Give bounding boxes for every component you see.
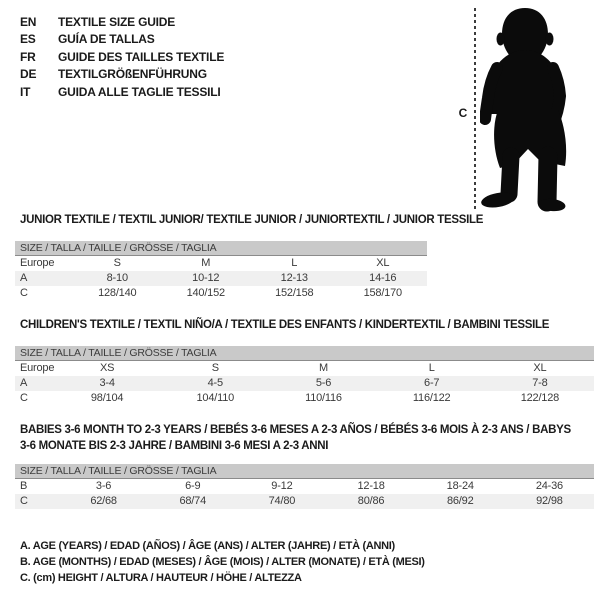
language-row: [20, 49, 224, 66]
table-cell: 128/140: [98, 287, 137, 299]
table-cell: 4-5: [207, 377, 223, 389]
size-header-bar: SIZE / TALLA / TAILLE / GRÖSSE / TAGLIA: [15, 346, 594, 361]
table-cell: 110/116: [305, 392, 342, 404]
table-cell: 7-8: [532, 377, 548, 389]
height-measure-dashed-line: [474, 8, 476, 212]
language-code: EN: [20, 15, 37, 29]
table-cell: 12-18: [357, 480, 385, 492]
table-cell: 122/128: [520, 392, 560, 404]
height-measure-label: C: [458, 106, 468, 120]
table-cell: 5-6: [315, 377, 332, 389]
row-label: A: [20, 272, 28, 284]
language-title: TEXTILE SIZE GUIDE: [58, 15, 176, 29]
table-row: [15, 479, 594, 494]
babies-section-title: BABIES 3-6 MONTH TO 2-3 YEARS / BEBÉS 3-6 MESES A 2-3 AÑOS / BÉBÉS 3-6 MOIS À 2-3 ANS / BABYS 3-6 MONATE BIS 2-3 JAHRE / BAMBINI 3-6 MESI A 2-3 ANNI: [20, 424, 571, 452]
language-code: FR: [20, 49, 36, 64]
language-code: ES: [20, 32, 36, 47]
language-row: [20, 66, 224, 83]
table-cell: 92/98: [536, 495, 563, 507]
table-cell: 98/104: [90, 392, 124, 404]
table-cell: L: [428, 362, 435, 374]
measurement-legend: [20, 538, 425, 587]
table-row: [15, 376, 594, 391]
table-cell: S: [211, 362, 219, 374]
language-title: GUIDE DES TAILLES TEXTILE: [58, 49, 225, 64]
junior-size-table: [15, 241, 427, 301]
table-cell: 74/80: [268, 495, 296, 507]
table-cell: XS: [99, 362, 115, 374]
table-cell: 12-13: [280, 272, 308, 284]
table-row: [15, 256, 427, 271]
table-cell: XL: [533, 362, 547, 374]
table-cell: 86/92: [446, 495, 474, 507]
language-row: [20, 14, 224, 31]
table-cell: 14-16: [369, 272, 397, 284]
table-cell: 3-4: [99, 377, 115, 389]
language-code: IT: [20, 84, 31, 99]
table-row: [15, 391, 594, 406]
table-cell: 18-24: [446, 480, 474, 492]
table-cell: 24-36: [535, 480, 563, 492]
table-row: [15, 271, 427, 286]
table-cell: S: [113, 257, 121, 269]
row-label: C: [20, 495, 28, 507]
language-code: DE: [20, 67, 37, 82]
table-row: [15, 494, 594, 509]
row-label: C: [20, 392, 28, 404]
table-cell: 80/86: [357, 495, 385, 507]
table-cell: 6-9: [185, 480, 201, 492]
language-row: [20, 31, 224, 48]
table-cell: 3-6: [95, 480, 112, 492]
table-cell: 116/122: [412, 392, 451, 404]
babies-size-table: [15, 464, 594, 509]
table-cell: 158/170: [363, 287, 402, 299]
junior-section-title: JUNIOR TEXTILE / TEXTIL JUNIOR/ TEXTILE JUNIOR / JUNIORTEXTIL / JUNIOR TESSILE: [20, 214, 484, 226]
legend-line: C. (cm) HEIGHT / ALTURA / HAUTEUR / HÖHE / ALTEZZA: [20, 572, 302, 585]
size-header-bar: SIZE / TALLA / TAILLE / GRÖSSE / TAGLIA: [15, 241, 427, 256]
legend-line: A. AGE (YEARS) / EDAD (AÑOS) / ÂGE (ANS) / ALTER (JAHRE) / ETÀ (ANNI): [20, 540, 395, 552]
legend-line: B. AGE (MONTHS) / EDAD (MESES) / ÂGE (MOIS) / ALTER (MONATE) / ETÀ (MESI): [20, 556, 425, 569]
row-label: A: [20, 377, 28, 389]
row-label: C: [20, 287, 28, 299]
table-row: [15, 286, 427, 301]
table-row: [15, 361, 594, 376]
table-cell: 10-12: [192, 272, 220, 284]
size-header-bar: SIZE / TALLA / TAILLE / GRÖSSE / TAGLIA: [15, 464, 594, 479]
table-cell: 8-10: [106, 272, 128, 284]
language-title: TEXTILGRÖßENFÜHRUNG: [58, 67, 207, 82]
language-row: [20, 84, 224, 101]
language-title: GUÍA DE TALLAS: [58, 32, 155, 47]
table-cell: L: [291, 257, 298, 269]
table-cell: 152/158: [275, 287, 314, 299]
table-cell: 140/152: [186, 287, 225, 299]
table-cell: XL: [376, 257, 390, 269]
table-cell: M: [319, 362, 328, 374]
table-cell: 104/110: [196, 392, 235, 404]
table-cell: 9-12: [271, 480, 293, 492]
table-cell: 62/68: [90, 495, 117, 507]
language-title: GUIDA ALLE TAGLIE TESSILI: [58, 84, 221, 99]
toddler-silhouette-icon: [480, 6, 580, 212]
language-title-list: [20, 14, 224, 101]
children-section-title: CHILDREN'S TEXTILE / TEXTIL NIÑO/A / TEXTILE DES ENFANTS / KINDERTEXTIL / BAMBINI TESSILE: [20, 319, 550, 331]
table-cell: 68/74: [179, 495, 206, 507]
table-cell: M: [201, 257, 211, 269]
children-size-table: [15, 346, 594, 406]
row-label: Europe: [20, 362, 55, 374]
row-label: B: [20, 480, 28, 492]
row-label: Europe: [20, 257, 55, 269]
table-cell: 6-7: [424, 377, 440, 389]
